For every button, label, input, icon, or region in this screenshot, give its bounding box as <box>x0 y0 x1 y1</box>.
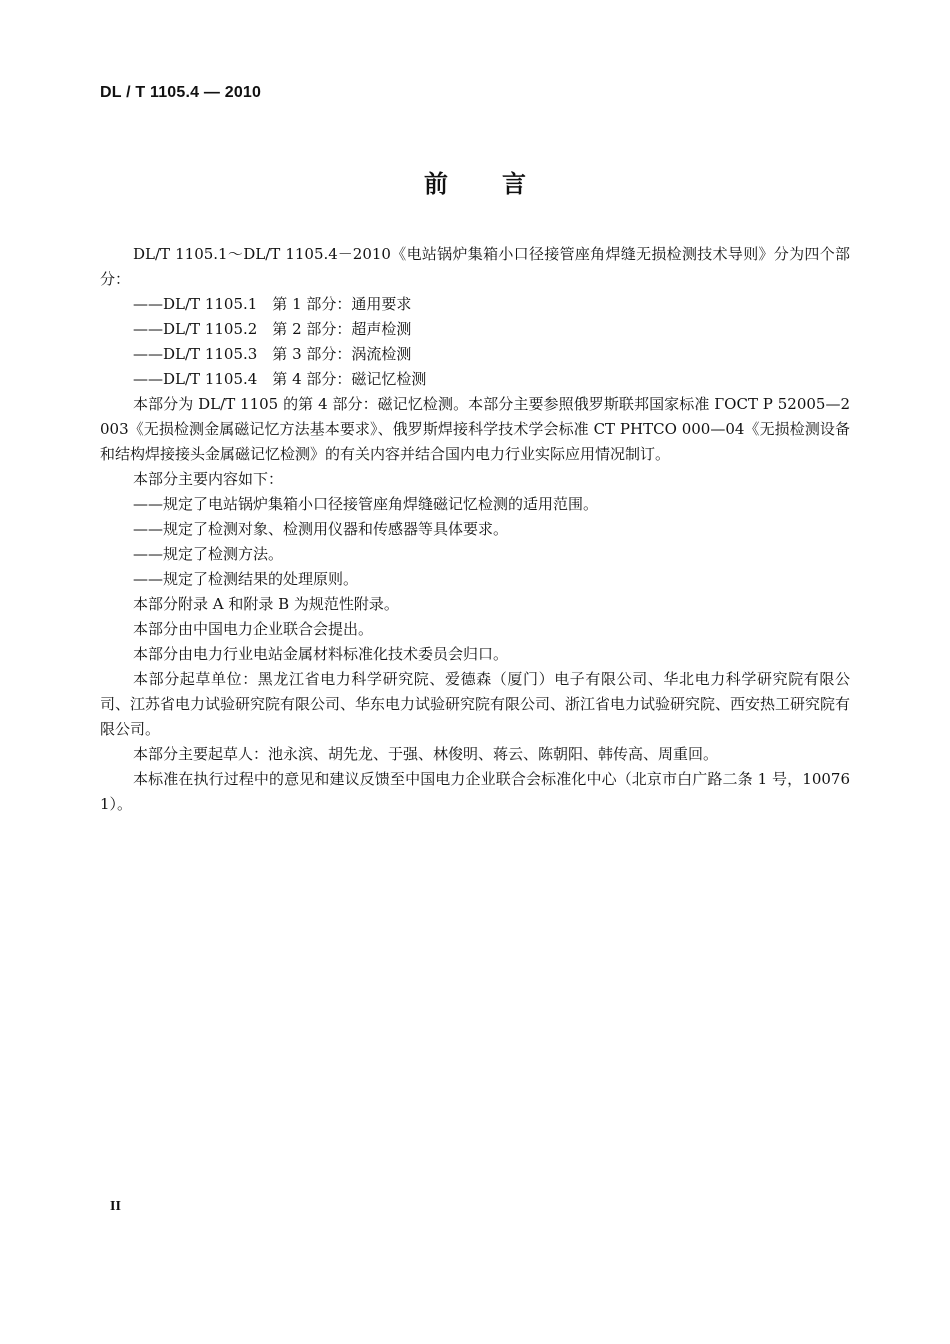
list-item-methods: ——规定了检测方法。 <box>133 545 284 563</box>
paragraph-proposed-by: 本部分由中国电力企业联合会提出。 <box>133 620 374 638</box>
list-item-part-2: ——DL/T 1105.2 第 2 部分：超声检测 <box>133 320 412 338</box>
paragraph-under-jurisdiction: 本部分由电力行业电站金属材料标准化技术委员会归口。 <box>133 645 509 663</box>
paragraph-intro: DL/T 1105.1～DL/T 1105.4－2010《电站锅炉集箱小口径接管座角焊缝无损检测技术导则》分为四个部分： <box>100 245 850 288</box>
paragraph-drafting-units: 本部分起草单位：黑龙江省电力科学研究院、爱德森（厦门）电子有限公司、华北电力科学研究院有限公司、江苏省电力试验研究院有限公司、华东电力试验研究院有限公司、浙江省电力试验研究院、西安热工研究院有限公司。 <box>100 670 851 738</box>
page-number: II <box>110 1199 121 1214</box>
list-item-part-4: ——DL/T 1105.4 第 4 部分：磁记忆检测 <box>133 370 427 388</box>
standard-code: DL / T 1105.4 — 2010 <box>100 84 262 101</box>
list-item-part-1: ——DL/T 1105.1 第 1 部分：通用要求 <box>133 295 412 313</box>
list-item-requirements: ——规定了检测对象、检测用仪器和传感器等具体要求。 <box>133 520 509 538</box>
paragraph-feedback: 本标准在执行过程中的意见和建议反馈至中国电力企业联合会标准化中心（北京市白广路二条 1 号，100761）。 <box>100 770 850 813</box>
list-item-scope: ——规定了电站锅炉集箱小口径接管座角焊缝磁记忆检测的适用范围。 <box>133 495 599 513</box>
paragraph-reference: 本部分为 DL/T 1105 的第 4 部分：磁记忆检测。本部分主要参照俄罗斯联邦国家标准 ГОСТ Р 52005—2003《无损检测金属磁记忆方法基本要求》、俄罗斯焊接科学技术学会标准 СТ РНТСО 000—04《无损检测设备和结构焊接接头金属磁记忆检测》的有关内容并结合国内电力行业实际应用情况制订。 <box>100 395 850 463</box>
paragraph-contents-heading: 本部分主要内容如下： <box>133 470 284 488</box>
paragraph-appendix: 本部分附录 A 和附录 B 为规范性附录。 <box>133 595 399 613</box>
document-body <box>100 242 850 817</box>
list-item-part-3: ——DL/T 1105.3 第 3 部分：涡流检测 <box>133 345 412 363</box>
page-title: 前言 <box>424 170 580 198</box>
paragraph-drafters: 本部分主要起草人：池永滨、胡先龙、于强、林俊明、蒋云、陈朝阳、韩传高、周重回。 <box>133 745 719 763</box>
list-item-results: ——规定了检测结果的处理原则。 <box>133 570 359 588</box>
